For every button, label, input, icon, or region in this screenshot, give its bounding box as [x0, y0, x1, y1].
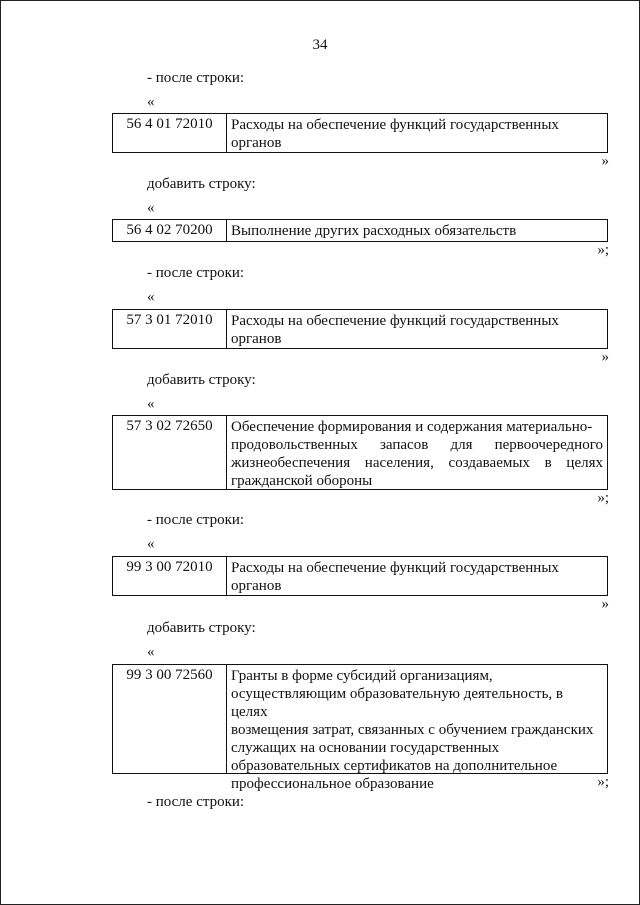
- description-line: органов: [231, 331, 282, 347]
- description-line: возмещения затрат, связанных с обучением гражданских: [231, 722, 594, 738]
- description-line: Расходы на обеспечение функций государственных: [231, 560, 559, 576]
- budget-description: [227, 557, 607, 595]
- description-line: образовательных сертификатов на дополнительное: [231, 758, 558, 774]
- close-quote: »;: [597, 242, 609, 258]
- description-line: профессиональное образование: [231, 776, 434, 792]
- budget-description: [227, 416, 607, 489]
- open-quote: «: [147, 396, 155, 412]
- budget-table-row: [112, 113, 608, 153]
- budget-code: 99 3 00 72010: [113, 557, 227, 595]
- budget-description: [227, 114, 607, 152]
- description-line: Выполнение других расходных обязательств: [231, 223, 517, 239]
- budget-code: 99 3 00 72560: [113, 665, 227, 773]
- budget-code: 56 4 01 72010: [113, 114, 227, 152]
- description-line: продовольственных запасов для первоочередного: [231, 437, 603, 453]
- instruction-add-line: добавить строку:: [147, 176, 256, 192]
- budget-code: 56 4 02 70200: [113, 220, 227, 241]
- budget-code: 57 3 02 72650: [113, 416, 227, 489]
- budget-table-row: [112, 309, 608, 349]
- instruction-after-line: - после строки:: [147, 794, 245, 810]
- description-line: Расходы на обеспечение функций государственных: [231, 117, 559, 133]
- description-line: жизнеобеспечения населения, создаваемых в целях: [231, 455, 603, 471]
- budget-table-row: [112, 219, 608, 242]
- description-line: Обеспечение формирования и содержания материально-: [231, 419, 593, 435]
- budget-description: [227, 310, 607, 348]
- page-number: 34: [312, 37, 328, 53]
- description-line: органов: [231, 578, 282, 594]
- instruction-after-line: - после строки:: [147, 70, 245, 86]
- close-quote: »: [601, 153, 609, 169]
- instruction-add-line: добавить строку:: [147, 620, 256, 636]
- budget-description: [227, 665, 607, 792]
- open-quote: «: [147, 200, 155, 216]
- open-quote: «: [147, 536, 155, 552]
- description-line: органов: [231, 135, 282, 151]
- budget-description: [227, 220, 607, 241]
- open-quote: «: [147, 289, 155, 305]
- budget-table-row: [112, 556, 608, 596]
- instruction-after-line: - после строки:: [147, 512, 245, 528]
- budget-table-row: [112, 415, 608, 490]
- close-quote: »;: [597, 490, 609, 506]
- open-quote: «: [147, 94, 155, 110]
- open-quote: «: [147, 644, 155, 660]
- description-line: Гранты в форме субсидий организациям,: [231, 668, 493, 684]
- description-line: осуществляющим образовательную деятельность, в целях: [231, 686, 563, 720]
- close-quote: »;: [597, 774, 609, 790]
- instruction-after-line: - после строки:: [147, 265, 245, 281]
- description-line: служащих на основании государственных: [231, 740, 500, 756]
- budget-code: 57 3 01 72010: [113, 310, 227, 348]
- instruction-add-line: добавить строку:: [147, 372, 256, 388]
- description-line: гражданской обороны: [231, 473, 373, 489]
- budget-table-row: [112, 664, 608, 792]
- close-quote: »: [601, 596, 609, 612]
- close-quote: »: [601, 349, 609, 365]
- description-line: Расходы на обеспечение функций государственных: [231, 313, 559, 329]
